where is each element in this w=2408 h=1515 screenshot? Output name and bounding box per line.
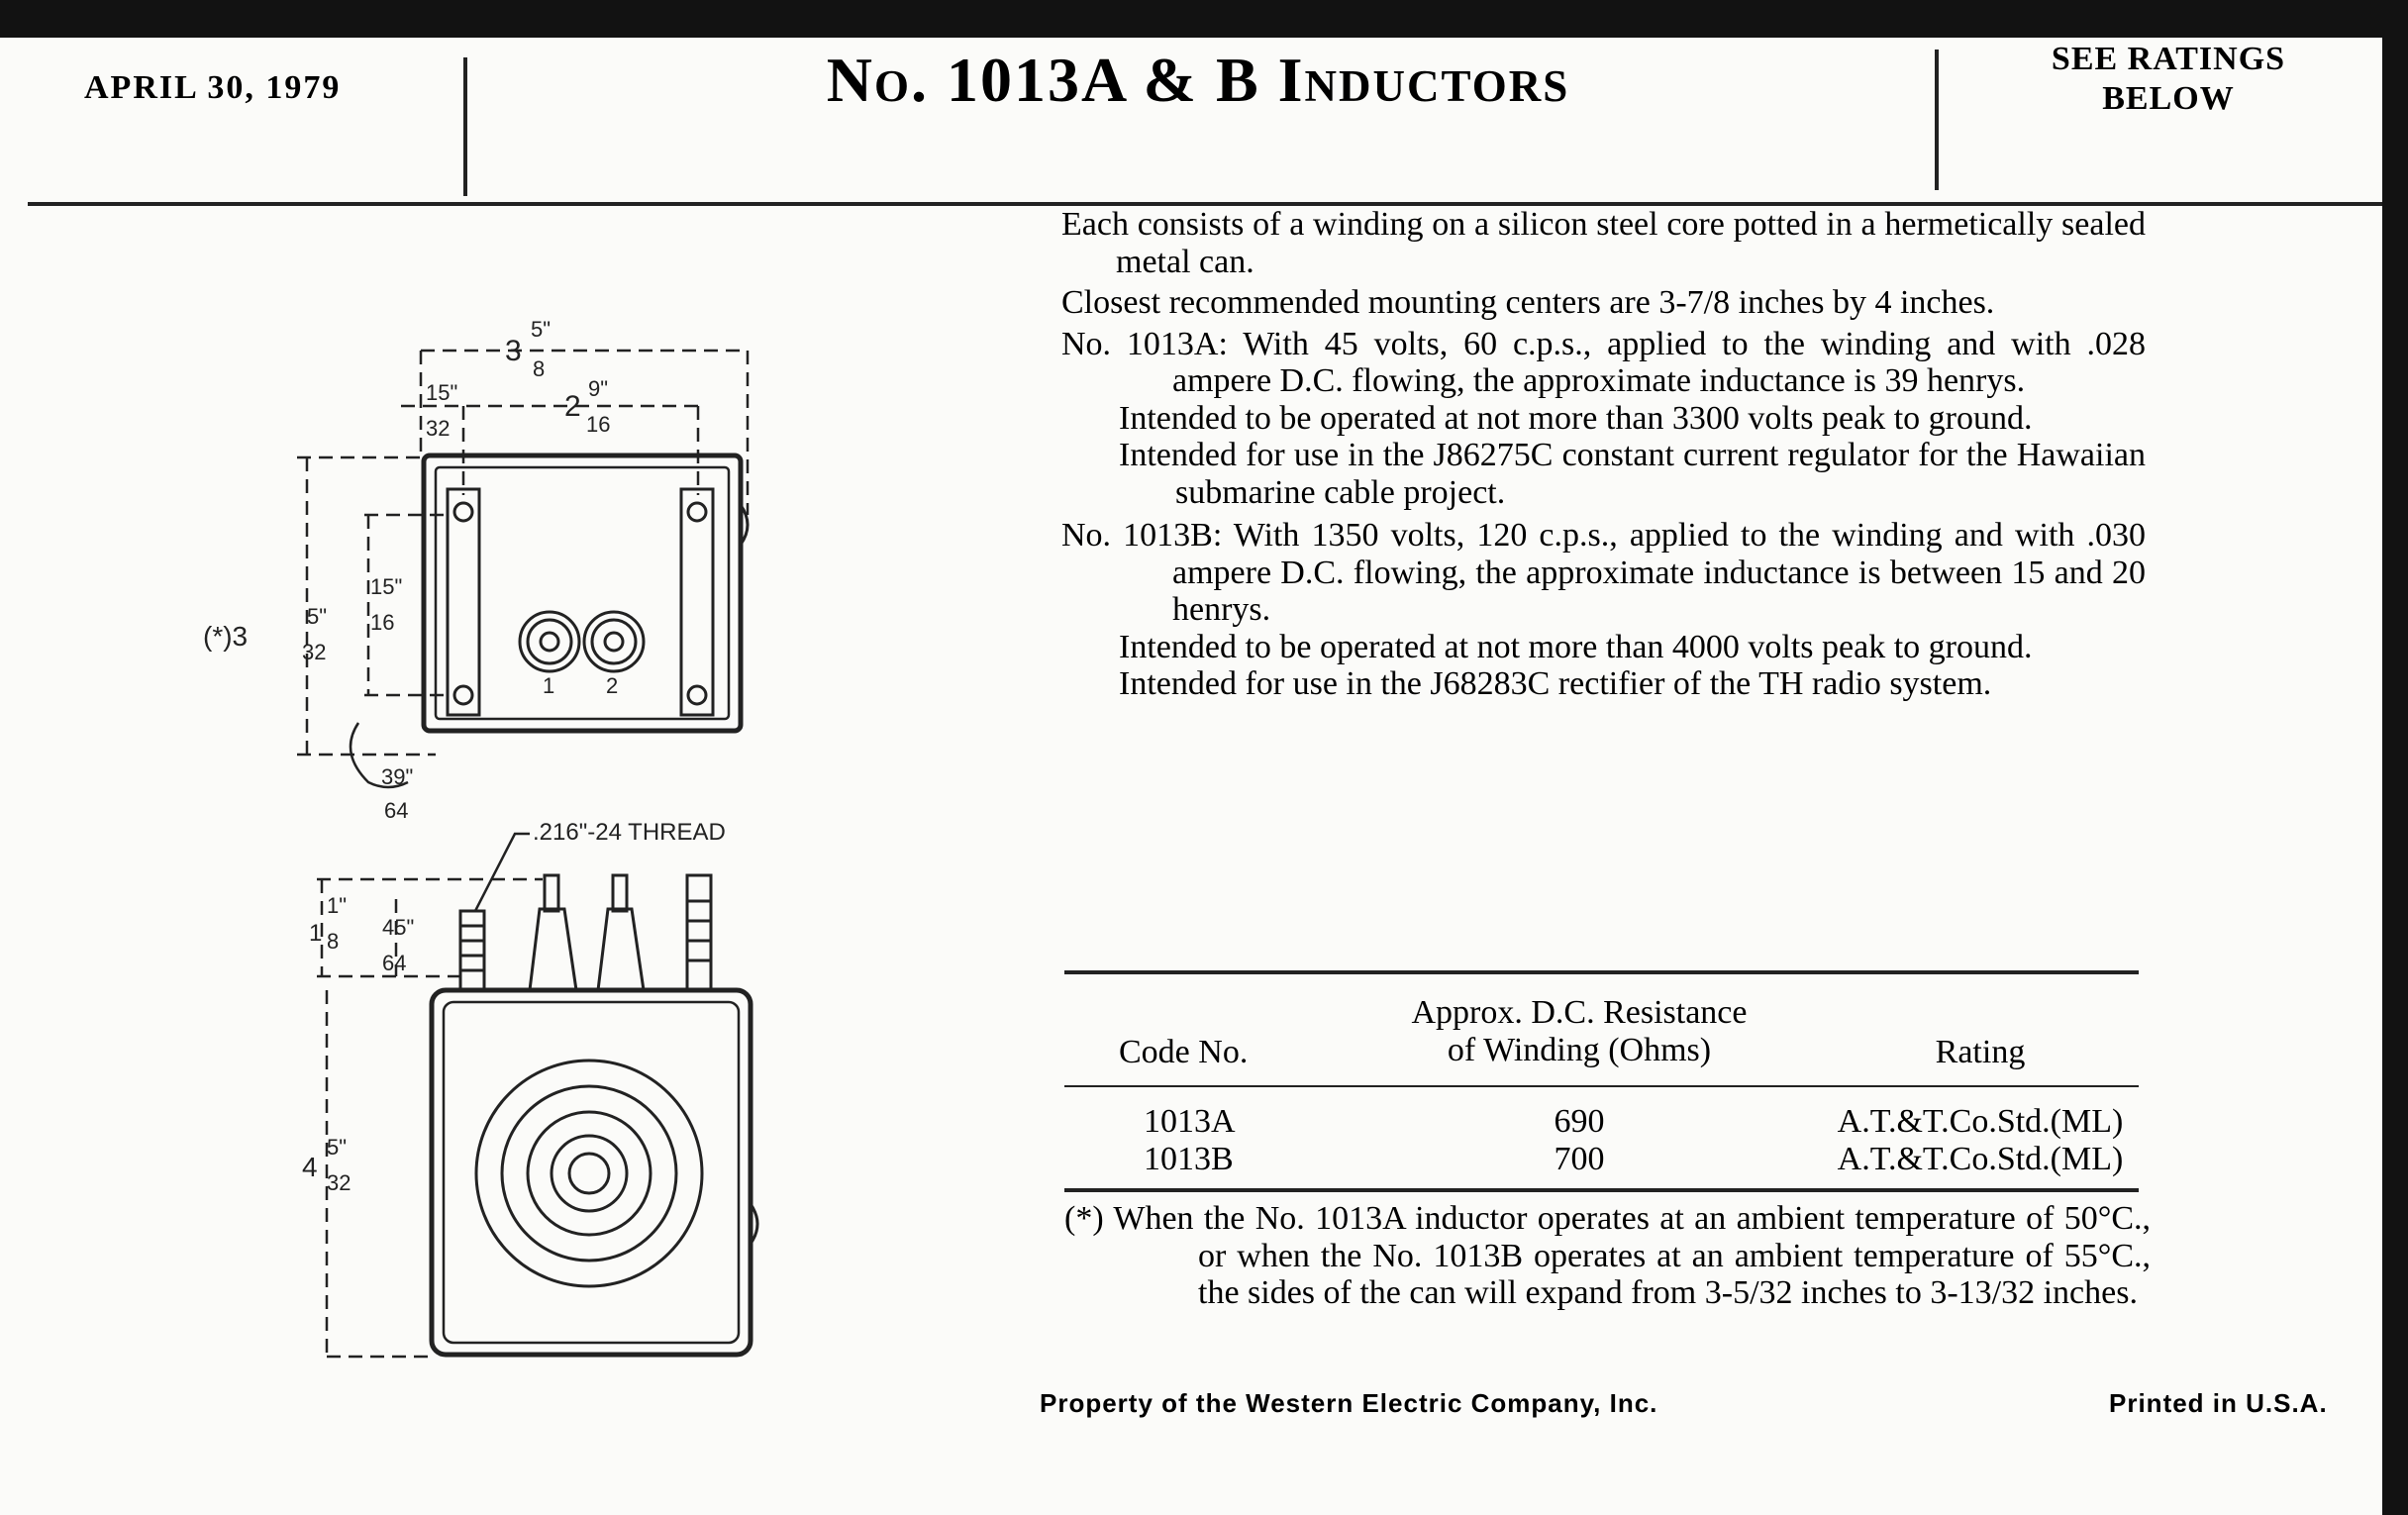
paragraph-1013b-spec: No. 1013B: With 1350 volts, 120 c.p.s., applied to the winding and with .030 ampere D.C. flowing, the approximate inductance is between 15 and 20 henrys. — [1061, 517, 2146, 628]
table-top-rule — [1064, 970, 2139, 974]
row-1013a-code: 1013A — [1144, 1103, 1236, 1140]
issue-date: APRIL 30, 1979 — [84, 69, 342, 106]
ratings-note-line2: BELOW — [2102, 80, 2235, 117]
dim-bottom-den: 64 — [384, 798, 409, 823]
dim-total-num: 5" — [327, 1135, 348, 1160]
row-1013a-resistance: 690 — [1554, 1103, 1605, 1140]
insulator-2 — [598, 909, 644, 990]
dim-bottom-num: 39" — [381, 764, 414, 789]
dim-edge-num: 15" — [426, 380, 458, 405]
insulator-2-cap — [613, 875, 627, 911]
dim-center-num: 9" — [588, 376, 609, 401]
dim-height-num: 5" — [307, 604, 328, 629]
front-view-rings — [476, 1060, 702, 1286]
terminal-2-label: 2 — [606, 673, 619, 698]
paragraph-1013a-use: Intended for use in the J86275C constant current regulator for the Hawaiian submarine cable project. — [1119, 437, 2146, 511]
row-1013b-rating: A.T.&T.Co.Std.(ML) — [1837, 1141, 2124, 1177]
footnote-expansion: (*) When the No. 1013A inductor operates at an ambient temperature of 50°C., or when the No. 1013B operates at an ambient temperature of 55°C., the sides of the can will expand from 3-5/32 inches to 3-13/32 inches. — [1064, 1200, 2151, 1311]
thread-label: .216"-24 THREAD — [533, 819, 726, 846]
header-resistance-line1: Approx. D.C. Resistance — [1411, 994, 1748, 1031]
dim-total-den: 32 — [327, 1170, 351, 1195]
table-bottom-rule — [1064, 1188, 2139, 1192]
dim-inner-num: 15" — [370, 574, 403, 599]
paragraph-1013a-voltage: Intended to be operated at not more than 3300 volts peak to ground. — [1119, 399, 2033, 437]
mounting-hole-top-left — [454, 503, 472, 521]
row-1013a-rating: A.T.&T.Co.Std.(ML) — [1837, 1103, 2124, 1140]
dim-height-den: 32 — [302, 640, 327, 664]
dim-width-den: 8 — [533, 356, 546, 381]
header-resistance-line2: of Winding (Ohms) — [1447, 1032, 1712, 1068]
page-title: No. 1013A & B Inductors — [826, 45, 1570, 115]
dim-stud2-den: 64 — [382, 951, 407, 975]
paragraph-construction: Each consists of a winding on a silicon steel core potted in a hermetically sealed metal can. — [1061, 206, 2146, 280]
mounting-hole-bottom-right — [688, 686, 706, 704]
threaded-stud-right — [687, 875, 711, 990]
terminal-1-label: 1 — [543, 673, 555, 698]
insulator-1 — [530, 909, 576, 990]
dim-edge-den: 32 — [426, 416, 451, 441]
inductor-drawing — [0, 0, 792, 1386]
table-header-rule — [1064, 1085, 2139, 1087]
mounting-hole-top-right — [688, 503, 706, 521]
paragraph-1013a-spec: No. 1013A: With 45 volts, 60 c.p.s., applied to the winding and with .028 ampere D.C. flowing, the approximate inductance is 39 henrys. — [1061, 325, 2146, 399]
dim-width-whole: 3 — [505, 335, 522, 367]
dim-stud-whole: 1 — [309, 920, 323, 947]
mounting-strip-left — [448, 489, 479, 715]
front-view-can-inner — [444, 1002, 739, 1343]
dim-width-num: 5" — [531, 317, 552, 342]
terminal-2-bushing — [584, 612, 644, 671]
dim-stud-den: 8 — [327, 929, 340, 954]
scan-right-border — [2382, 38, 2408, 1515]
description — [1061, 206, 2146, 703]
mounting-hole-bottom-left — [454, 686, 472, 704]
header-divider-right — [1935, 50, 1939, 190]
row-1013b-resistance: 700 — [1554, 1141, 1605, 1177]
threaded-stud-left — [460, 911, 484, 990]
ratings-note-line1: SEE RATINGS — [2051, 41, 2286, 77]
header-code: Code No. — [1119, 1034, 1249, 1070]
paragraph-mounting: Closest recommended mounting centers are 3-7/8 inches by 4 inches. — [1061, 284, 1995, 321]
ratings-note — [1970, 40, 2366, 119]
insulator-1-cap — [545, 875, 558, 911]
paragraph-1013b-voltage: Intended to be operated at not more than 4000 volts peak to ground. — [1119, 628, 2033, 665]
footer-property: Property of the Western Electric Company, Inc. — [1040, 1388, 1658, 1418]
dim-center-whole: 2 — [564, 390, 581, 423]
header-rating: Rating — [1935, 1034, 2026, 1070]
paragraph-1013b-use: Intended for use in the J68283C rectifier of the TH radio system. — [1119, 665, 1992, 702]
dim-height-prefix: (*)3 — [203, 621, 249, 652]
mounting-strip-right — [681, 489, 713, 715]
dim-stud-num: 1" — [327, 893, 348, 918]
dim-stud2-num: 45" — [382, 915, 415, 940]
footer-printed: Printed in U.S.A. — [2109, 1388, 2328, 1418]
dim-total-whole: 4 — [302, 1152, 318, 1182]
dim-center-den: 16 — [586, 412, 611, 437]
terminal-1-bushing — [520, 612, 579, 671]
dim-inner-den: 16 — [370, 610, 395, 635]
row-1013b-code: 1013B — [1144, 1141, 1234, 1177]
